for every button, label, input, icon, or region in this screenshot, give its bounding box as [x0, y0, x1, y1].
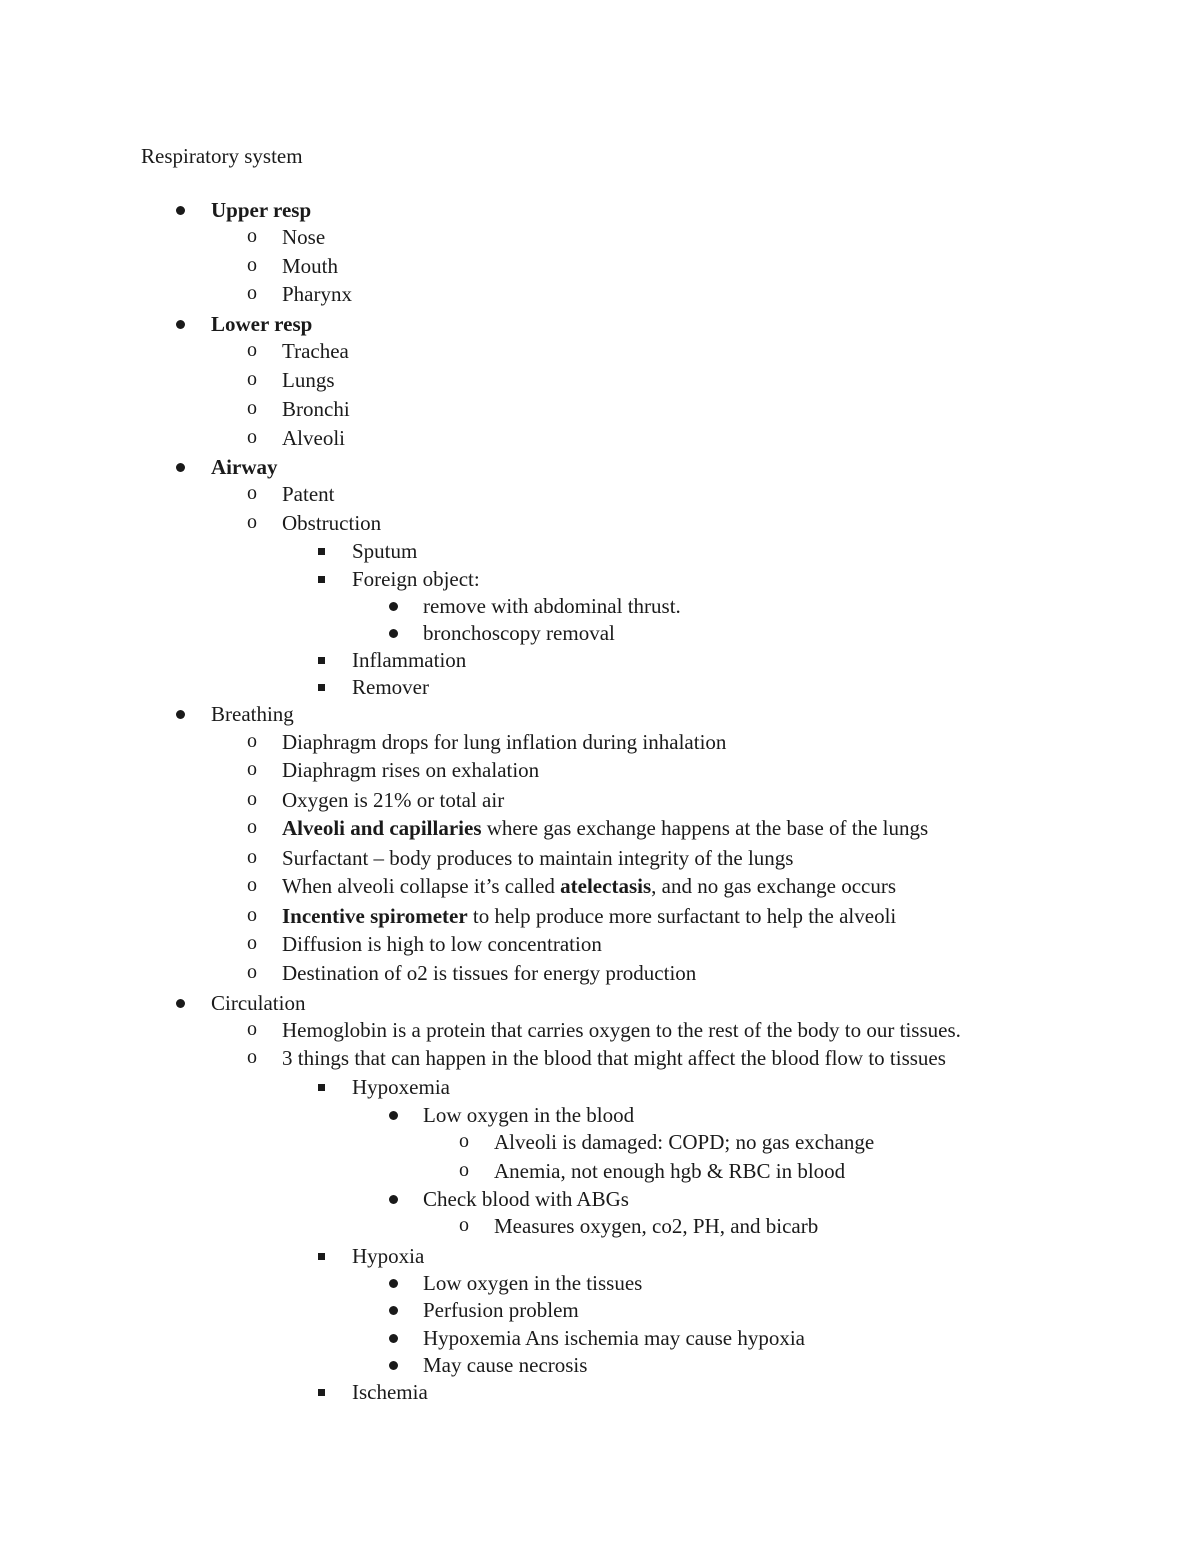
list-item-text: [282, 425, 345, 451]
list-item: [0, 1045, 1200, 1071]
bullet-circle-icon: o: [247, 1046, 257, 1068]
text-run: Remover: [352, 675, 429, 699]
text-run: Perfusion problem: [423, 1298, 579, 1322]
list-item-text: [282, 510, 381, 536]
bullet-circle-icon: o: [247, 846, 257, 868]
list-item: [0, 396, 1200, 422]
text-run: Destination of o2 is tissues for energy production: [282, 961, 697, 985]
list-item: [0, 1270, 1200, 1296]
text-run: Patent: [282, 482, 335, 506]
text-run: remove with abdominal thrust.: [423, 594, 681, 618]
list-item-text: [211, 311, 312, 337]
text-run: Ischemia: [352, 1380, 428, 1404]
list-item: [0, 647, 1200, 673]
list-item-text: [282, 253, 338, 279]
list-item-text: [494, 1213, 818, 1239]
text-run: Obstruction: [282, 511, 382, 535]
list-item-text: [211, 990, 305, 1016]
bullet-circle-icon: o: [247, 816, 257, 838]
list-item-text: [352, 1243, 424, 1269]
text-run: where gas exchange happens at the base of the lungs: [481, 816, 929, 840]
bullet-circle-icon: o: [247, 904, 257, 926]
text-run: Hypoxemia Ans ischemia may cause hypoxia: [423, 1326, 805, 1350]
text-run: Sputum: [352, 539, 418, 563]
list-item-text: [282, 1017, 961, 1043]
list-item-text: [282, 960, 696, 986]
list-item-text: [423, 1186, 629, 1212]
text-run: bronchoscopy removal: [423, 621, 615, 645]
list-item-text: [282, 931, 602, 957]
list-item-text: [282, 903, 896, 929]
text-run: Pharynx: [282, 282, 352, 306]
bullet-circle-icon: o: [459, 1130, 469, 1152]
list-item-text: [494, 1129, 874, 1155]
list-item-text: [423, 1325, 805, 1351]
bullet-circle-icon: o: [247, 282, 257, 304]
bullet-disc-icon: [389, 1361, 398, 1370]
list-item-text: [282, 338, 349, 364]
text-run: Alveoli is damaged: COPD; no gas exchange: [494, 1130, 875, 1154]
list-item-text: [282, 1045, 946, 1071]
list-item: [0, 990, 1200, 1016]
list-item: [0, 873, 1200, 899]
bullet-circle-icon: o: [247, 426, 257, 448]
bullet-disc-icon: [389, 1111, 398, 1120]
text-run: Circulation: [211, 991, 306, 1015]
bullet-circle-icon: o: [247, 225, 257, 247]
list-item: [0, 281, 1200, 307]
text-run: When alveoli collapse it’s called: [282, 874, 561, 898]
bold-text-run: Upper resp: [211, 198, 312, 222]
text-run: Hypoxia: [352, 1244, 425, 1268]
text-run: 3 things that can happen in the blood that might affect the blood flow to tissues: [282, 1046, 946, 1070]
text-run: Lungs: [282, 368, 335, 392]
list-item: [0, 367, 1200, 393]
list-item: [0, 1158, 1200, 1184]
list-item: [0, 1129, 1200, 1155]
bullet-circle-icon: o: [247, 730, 257, 752]
list-item: [0, 787, 1200, 813]
bullet-disc-icon: [389, 602, 398, 611]
list-item-text: [282, 815, 928, 841]
text-run: Diaphragm rises on exhalation: [282, 758, 540, 782]
bold-text-run: Airway: [211, 455, 278, 479]
text-run: Oxygen is 21% or total air: [282, 788, 505, 812]
bullet-circle-icon: o: [247, 368, 257, 390]
bullet-circle-icon: o: [247, 788, 257, 810]
bullet-disc-icon: [176, 320, 185, 329]
text-run: Bronchi: [282, 397, 350, 421]
bold-text-run: Lower resp: [211, 312, 313, 336]
list-item-text: [282, 281, 352, 307]
bullet-circle-icon: o: [247, 511, 257, 533]
bullet-square-icon: [318, 1084, 325, 1091]
bullet-disc-icon: [389, 1279, 398, 1288]
list-item-text: [282, 873, 896, 899]
bullet-square-icon: [318, 1253, 325, 1260]
text-run: Alveoli: [282, 426, 345, 450]
text-run: Diffusion is high to low concentration: [282, 932, 602, 956]
list-item-text: [352, 674, 429, 700]
text-run: May cause necrosis: [423, 1353, 588, 1377]
list-item: [0, 454, 1200, 480]
bullet-circle-icon: o: [459, 1214, 469, 1236]
bullet-circle-icon: o: [247, 1018, 257, 1040]
text-run: Check blood with ABGs: [423, 1187, 629, 1211]
bullet-disc-icon: [389, 1334, 398, 1343]
bullet-circle-icon: o: [247, 874, 257, 896]
list-item-text: [352, 647, 466, 673]
list-item: [0, 593, 1200, 619]
bullet-circle-icon: o: [247, 339, 257, 361]
list-item: [0, 674, 1200, 700]
list-item: [0, 311, 1200, 337]
text-run: Surfactant – body produces to maintain integrity of the lungs: [282, 846, 794, 870]
list-item: [0, 224, 1200, 250]
list-item-text: [352, 566, 480, 592]
text-run: Inflammation: [352, 648, 467, 672]
list-item-text: [282, 729, 726, 755]
bullet-square-icon: [318, 657, 325, 664]
bullet-square-icon: [318, 1389, 325, 1396]
bullet-square-icon: [318, 684, 325, 691]
text-run: to help produce more surfactant to help the alveoli: [467, 904, 897, 928]
list-item: [0, 845, 1200, 871]
list-item: [0, 1102, 1200, 1128]
text-run: Anemia, not enough hgb & RBC in blood: [494, 1159, 846, 1183]
list-item: [0, 1379, 1200, 1405]
list-item: [0, 1297, 1200, 1323]
bullet-circle-icon: o: [247, 254, 257, 276]
list-item-text: [282, 481, 335, 507]
list-item: [0, 481, 1200, 507]
bullet-disc-icon: [176, 710, 185, 719]
list-item: [0, 1325, 1200, 1351]
bullet-circle-icon: o: [247, 397, 257, 419]
document-title: Respiratory system: [141, 144, 303, 168]
list-item: [0, 1017, 1200, 1043]
list-item-text: [282, 787, 504, 813]
text-run: Measures oxygen, co2, PH, and bicarb: [494, 1214, 819, 1238]
text-run: Mouth: [282, 254, 339, 278]
list-item-text: [352, 1074, 450, 1100]
list-item: [0, 1186, 1200, 1212]
list-item: [0, 960, 1200, 986]
text-run: Low oxygen in the blood: [423, 1103, 635, 1127]
list-item-text: [282, 757, 539, 783]
list-item-text: [282, 224, 325, 250]
list-item: [0, 566, 1200, 592]
list-item-text: [423, 593, 681, 619]
list-item: [0, 1243, 1200, 1269]
text-run: Low oxygen in the tissues: [423, 1271, 643, 1295]
list-item: [0, 815, 1200, 841]
list-item: [0, 757, 1200, 783]
bullet-disc-icon: [176, 206, 185, 215]
bullet-circle-icon: o: [459, 1159, 469, 1181]
text-run: Trachea: [282, 339, 349, 363]
list-item-text: [282, 396, 350, 422]
bullet-square-icon: [318, 576, 325, 583]
bullet-square-icon: [318, 548, 325, 555]
bullet-disc-icon: [176, 463, 185, 472]
text-run: Hypoxemia: [352, 1075, 450, 1099]
list-item-text: [423, 1297, 579, 1323]
bullet-circle-icon: o: [247, 961, 257, 983]
bullet-circle-icon: o: [247, 932, 257, 954]
list-item: [0, 701, 1200, 727]
text-run: Diaphragm drops for lung inflation during inhalation: [282, 730, 727, 754]
bold-text-run: Alveoli and capillaries: [282, 816, 482, 840]
list-item-text: [423, 1102, 634, 1128]
list-item: [0, 729, 1200, 755]
list-item: [0, 931, 1200, 957]
bullet-circle-icon: o: [247, 482, 257, 504]
list-item-text: [282, 845, 793, 871]
list-item: [0, 903, 1200, 929]
list-item-text: [423, 1352, 587, 1378]
list-item: [0, 197, 1200, 223]
list-item-text: [211, 454, 278, 480]
list-item: [0, 1213, 1200, 1239]
text-run: , and no gas exchange occurs: [651, 874, 897, 898]
list-item: [0, 538, 1200, 564]
text-run: Nose: [282, 225, 326, 249]
list-item-text: [494, 1158, 845, 1184]
bullet-disc-icon: [389, 629, 398, 638]
bold-text-run: Incentive spirometer: [282, 904, 468, 928]
text-run: Breathing: [211, 702, 294, 726]
list-item: [0, 1074, 1200, 1100]
list-item-text: [352, 1379, 428, 1405]
list-item: [0, 620, 1200, 646]
list-item: [0, 1352, 1200, 1378]
list-item-text: [211, 701, 294, 727]
bullet-disc-icon: [389, 1195, 398, 1204]
list-item-text: [352, 538, 417, 564]
bullet-disc-icon: [176, 999, 185, 1008]
list-item-text: [423, 1270, 642, 1296]
bullet-circle-icon: o: [247, 758, 257, 780]
text-run: Hemoglobin is a protein that carries oxygen to the rest of the body to our tissues.: [282, 1018, 961, 1042]
bullet-disc-icon: [389, 1306, 398, 1315]
text-run: Foreign object:: [352, 567, 480, 591]
list-item: [0, 425, 1200, 451]
list-item: [0, 510, 1200, 536]
list-item-text: [282, 367, 335, 393]
list-item-text: [211, 197, 311, 223]
list-item: [0, 253, 1200, 279]
list-item: [0, 338, 1200, 364]
list-item-text: [423, 620, 615, 646]
bold-text-run: atelectasis: [560, 874, 652, 898]
